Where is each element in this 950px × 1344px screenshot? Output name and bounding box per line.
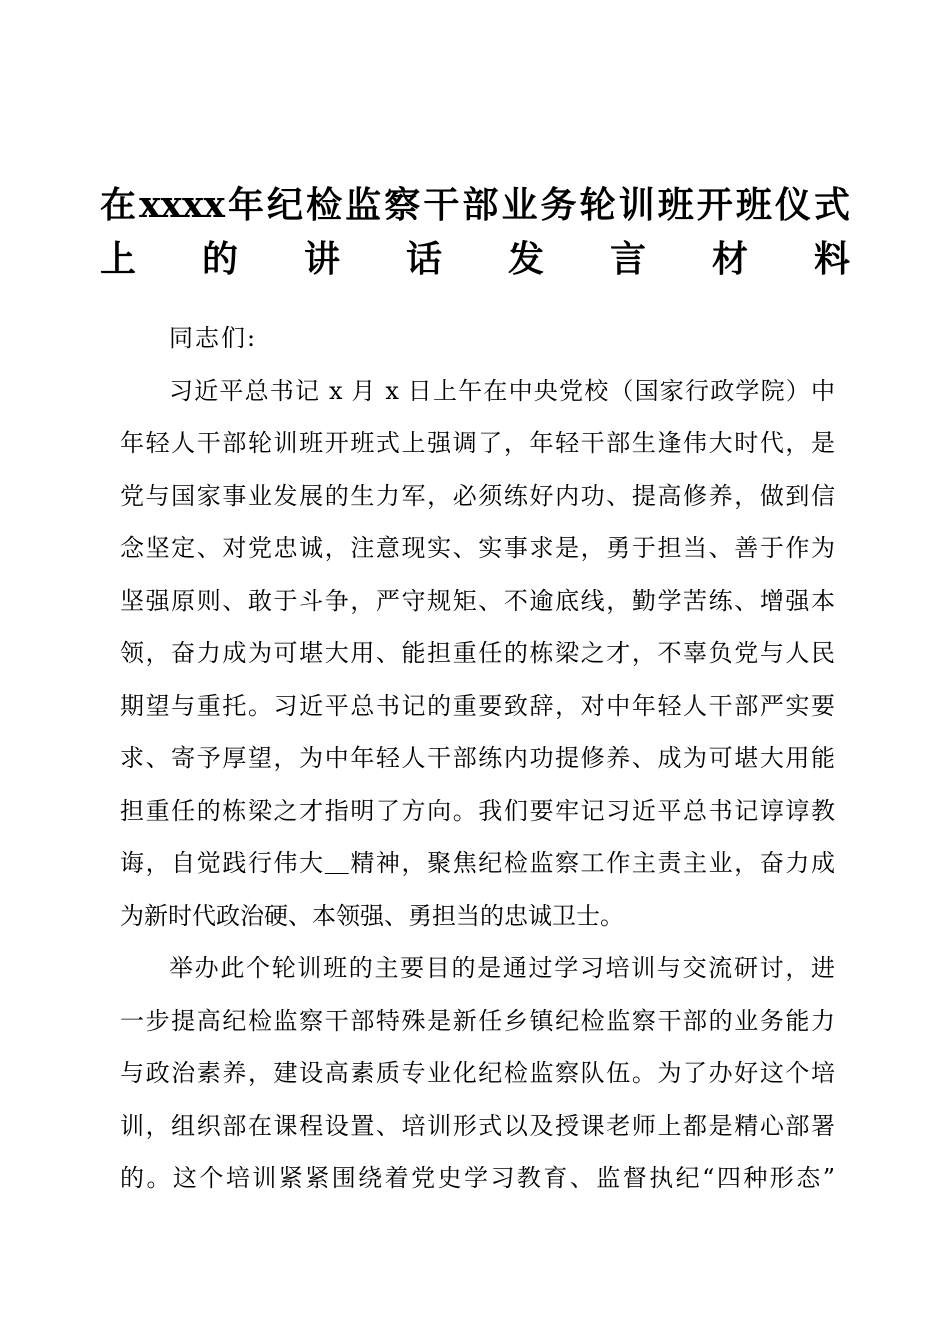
paragraph-1-line: 党与国家事业发展的生力军，必须练好内功、提高修养，做到信	[120, 481, 835, 510]
paragraph-1	[120, 365, 835, 943]
title-line-1: 在xxxx年纪检监察干部业务轮训班开班仪式	[100, 184, 850, 226]
paragraph-1-line: 年轻人干部轮训班开班式上强调了，年轻干部生逢伟大时代，是	[120, 429, 835, 457]
title-line-2: 上的讲话发言材料	[100, 238, 850, 280]
paragraph-1-line: 为新时代政治硬、本领强、勇担当的忠诚卫士。	[120, 901, 624, 930]
document-body	[120, 312, 835, 1205]
paragraph-2-line: 与政治素养，建设高素质专业化纪检监察队伍。为了办好这个培	[120, 1059, 835, 1087]
paragraph-1-line: 念坚定、对党忠诚，注意现实、实事求是，勇于担当、善于作为	[120, 534, 835, 562]
document-title	[100, 178, 850, 286]
paragraph-1-line: 习近平总书记 x 月 x 日上午在中央党校（国家行政学院）中	[169, 376, 835, 405]
paragraph-1-line: 坚强原则、敢于斗争，严守规矩、不逾底线，勤学苦练、增强本	[120, 586, 835, 615]
paragraph-1-line: 求、寄予厚望，为中年轻人干部练内功提修养、成为可堪大用能	[120, 744, 835, 772]
paragraph-1-line: 担重任的栋梁之才指明了方向。我们要牢记习近平总书记谆谆教	[120, 796, 835, 825]
greeting: 同志们:	[169, 324, 258, 352]
paragraph-2-line: 一步提高纪检监察干部特殊是新任乡镇纪检监察干部的业务能力	[120, 1006, 835, 1035]
paragraph-2-line: 举办此个轮训班的主要目的是通过学习培训与交流研讨，进	[169, 954, 835, 982]
paragraph-1-line: 领，奋力成为可堪大用、能担重任的栋梁之才，不辜负党与人民	[120, 639, 835, 667]
paragraph-2-line: 训，组织部在课程设置、培训形式以及授课老师上都是精心部署	[120, 1111, 835, 1140]
greeting-paragraph	[120, 312, 835, 365]
paragraph-2-line: 的。这个培训紧紧围绕着党史学习教育、监督执纪“四种形态”	[120, 1164, 835, 1192]
paragraph-2	[120, 942, 835, 1205]
paragraph-1-line: 期望与重托。习近平总书记的重要致辞，对中年轻人干部严实要	[120, 691, 835, 720]
paragraph-1-line: 诲，自觉践行伟大＿精神，聚焦纪检监察工作主责主业，奋力成	[120, 849, 835, 877]
